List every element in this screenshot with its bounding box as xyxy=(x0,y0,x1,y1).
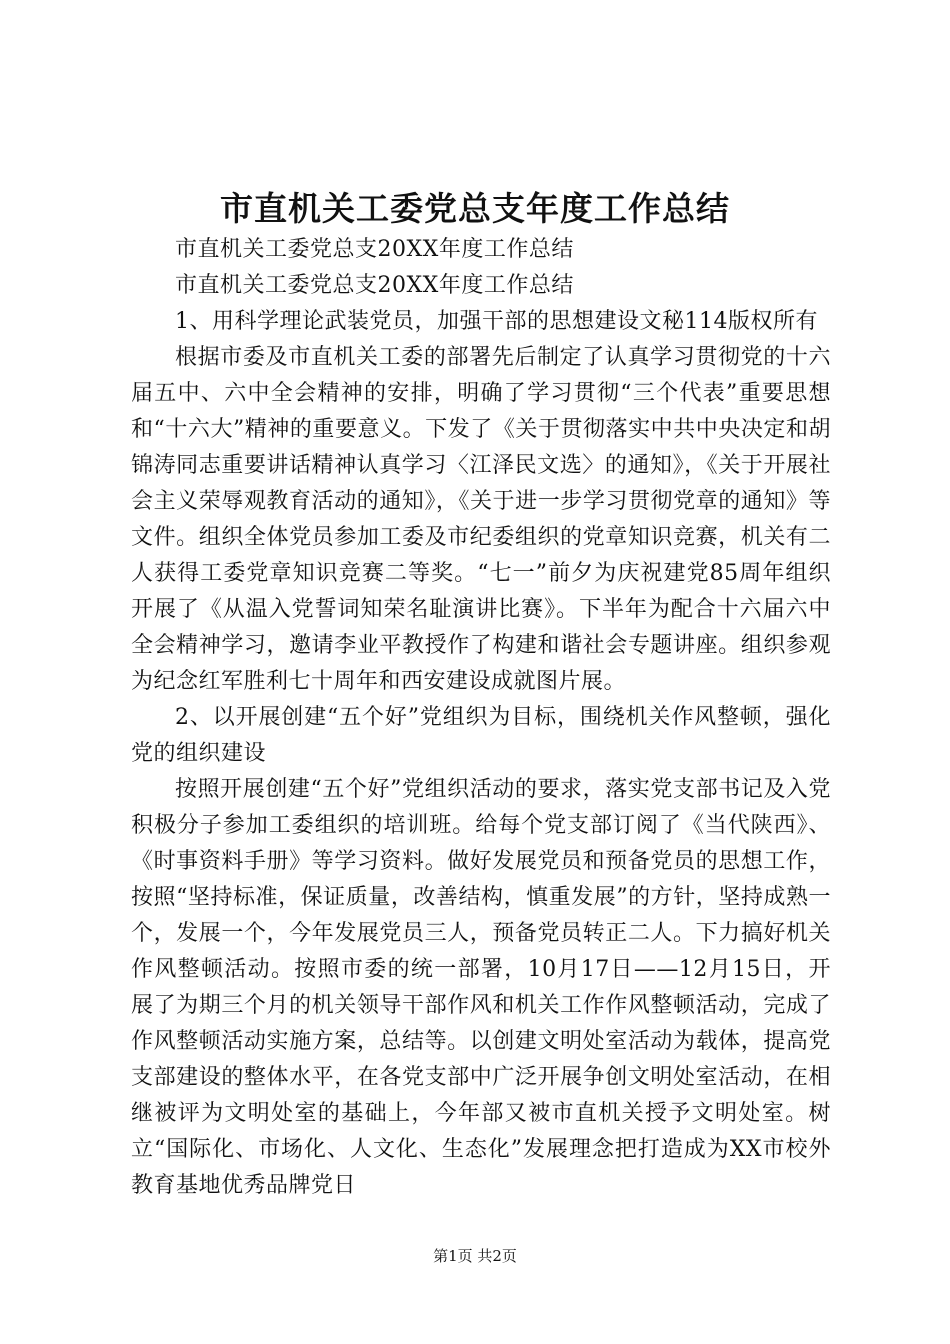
paragraph-heading-2: 2、以开展创建“五个好”党组织为目标，围绕机关作风整顿，强化党的组织建设 xyxy=(131,705,831,766)
paragraph-heading-1: 1、用科学理论武装党员，加强干部的思想建设文秘114版权所有 xyxy=(175,309,818,334)
paragraph-body-1: 根据市委及市直机关工委的部署先后制定了认真学习贯彻党的十六届五中、六中全会精神的安排，明确了学习贯彻“三个代表”重要思想和“十六大”精神的重要意义。下发了《关于贯彻落实中共中央决定和胡锦涛同志重要讲话精神认真学习〈江泽民文选〉的通知》，《关于开展社会主义荣辱观教育活动的通知》，《关于进一步学习贯彻党章的通知》等文件。组织全体党员参加工委及市纪委组织的党章知识竞赛，机关有二人获得工委党章知识竞赛二等奖。“七一”前夕为庆祝建党85周年组织开展了《从温入党誓词知荣名耻演讲比赛》。下半年为配合十六届六中全会精神学习，邀请李业平教授作了构建和谐社会专题讲座。组织参观为纪念红军胜利七十周年和西安建设成就图片展。 xyxy=(131,345,831,694)
paragraph-subtitle-2: 市直机关工委党总支20XX年度工作总结 xyxy=(175,273,574,298)
document-body xyxy=(131,232,831,1204)
paragraph-subtitle-1: 市直机关工委党总支20XX年度工作总结 xyxy=(175,237,574,262)
paragraph-body-2: 按照开展创建“五个好”党组织活动的要求，落实党支部书记及入党积极分子参加工委组织的培训班。给每个党支部订阅了《当代陕西》、《时事资料手册》等学习资料。做好发展党员和预备党员的思想工作，按照“坚持标准，保证质量，改善结构，慎重发展”的方针，坚持成熟一个，发展一个，今年发展党员三人，预备党员转正二人。下力搞好机关作风整顿活动。按照市委的统一部署，10月17日——12月15日，开展了为期三个月的机关领导干部作风和机关工作作风整顿活动，完成了作风整顿活动实施方案，总结等。以创建文明处室活动为载体，提高党支部建设的整体水平，在各党支部中广泛开展争创文明处室活动，在相继被评为文明处室的基础上，今年部又被市直机关授予文明处室。树立“国际化、市场化、人文化、生态化”发展理念把打造成为XX市校外教育基地优秀品牌党日 xyxy=(131,777,831,1198)
page-number-footer: 第1页 共2页 xyxy=(433,1247,517,1265)
document-title: 市直机关工委党总支年度工作总结 xyxy=(220,189,730,228)
